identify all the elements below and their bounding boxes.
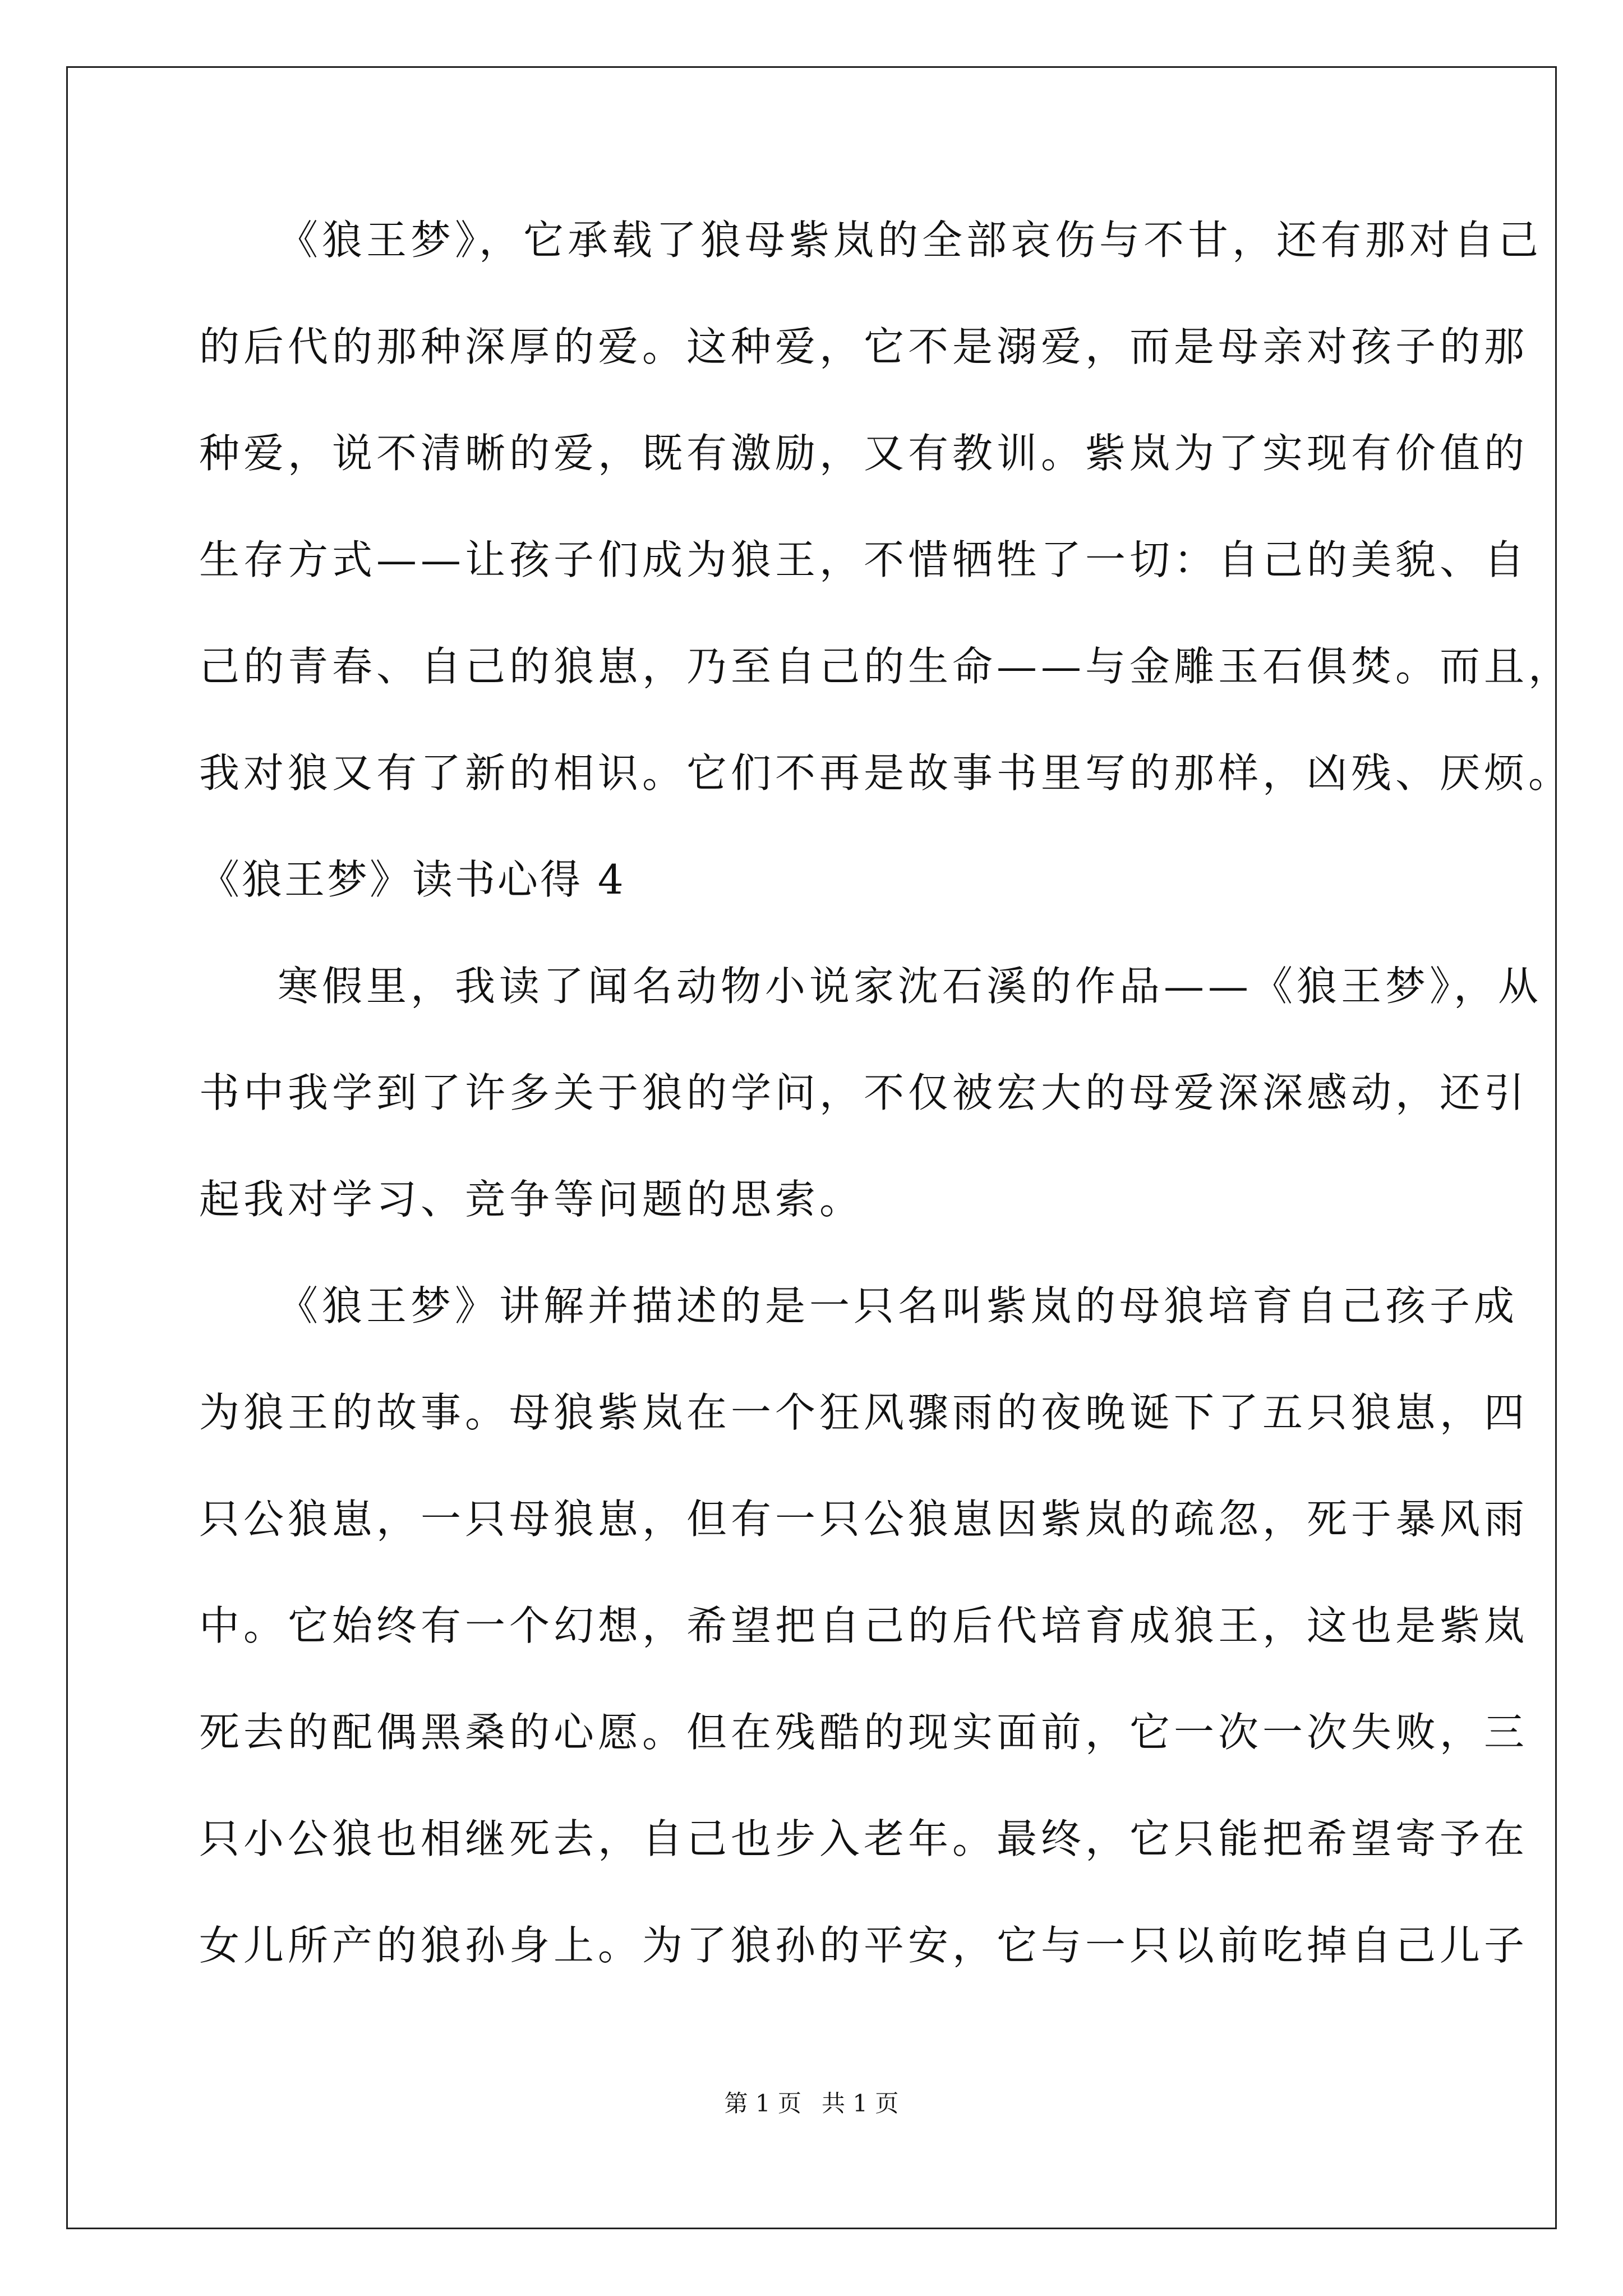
paragraph-line: 只公狼崽，一只母狼崽，但有一只公狼崽因紫岚的疏忽，死于暴风雨	[199, 1496, 1529, 1543]
paragraph-line: 中。它始终有一个幻想，希望把自己的后代培育成狼王，这也是紫岚	[199, 1602, 1529, 1649]
paragraph-line: 己的青春、自己的狼崽，乃至自己的生命——与金雕玉石俱焚。而且，	[199, 643, 1573, 690]
paragraph-line: 《狼王梦》，它承载了狼母紫岚的全部哀伤与不甘，还有那对自己	[278, 217, 1543, 264]
paragraph-line: 为狼王的故事。母狼紫岚在一个狂风骤雨的夜晚诞下了五只狼崽，四	[199, 1389, 1529, 1436]
section-heading: 《狼王梦》读书心得 4	[199, 856, 626, 903]
paragraph-line: 寒假里，我读了闻名动物小说家沈石溪的作品——《狼王梦》，从	[278, 963, 1543, 1010]
page-footer	[0, 2087, 1623, 2120]
page-border	[66, 66, 1557, 2229]
paragraph-line: 生存方式——让孩子们成为狼王，不惜牺牲了一切：自己的美貌、自	[199, 536, 1529, 583]
page-total: 共 1 页	[822, 2090, 899, 2117]
paragraph-line: 的后代的那种深厚的爱。这种爱，它不是溺爱，而是母亲对孩子的那	[199, 323, 1529, 370]
paragraph-line: 女儿所产的狼孙身上。为了狼孙的平安，它与一只以前吃掉自己儿子	[199, 1922, 1529, 1969]
paragraph-line: 死去的配偶黑桑的心愿。但在残酷的现实面前，它一次一次失败，三	[199, 1709, 1529, 1756]
paragraph-line: 种爱，说不清晰的爱，既有激励，又有教训。紫岚为了实现有价值的	[199, 430, 1529, 477]
page-number: 第 1 页	[724, 2090, 801, 2117]
paragraph-line: 我对狼又有了新的相识。它们不再是故事书里写的那样，凶残、厌烦。	[199, 749, 1573, 797]
paragraph-line: 《狼王梦》讲解并描述的是一只名叫紫岚的母狼培育自己孩子成	[278, 1282, 1519, 1329]
paragraph-line: 只小公狼也相继死去，自己也步入老年。最终，它只能把希望寄予在	[199, 1815, 1529, 1862]
paragraph-line: 书中我学到了许多关于狼的学问，不仅被宏大的母爱深深感动，还引	[199, 1069, 1529, 1116]
paragraph-line: 起我对学习、竞争等问题的思索。	[199, 1176, 864, 1223]
